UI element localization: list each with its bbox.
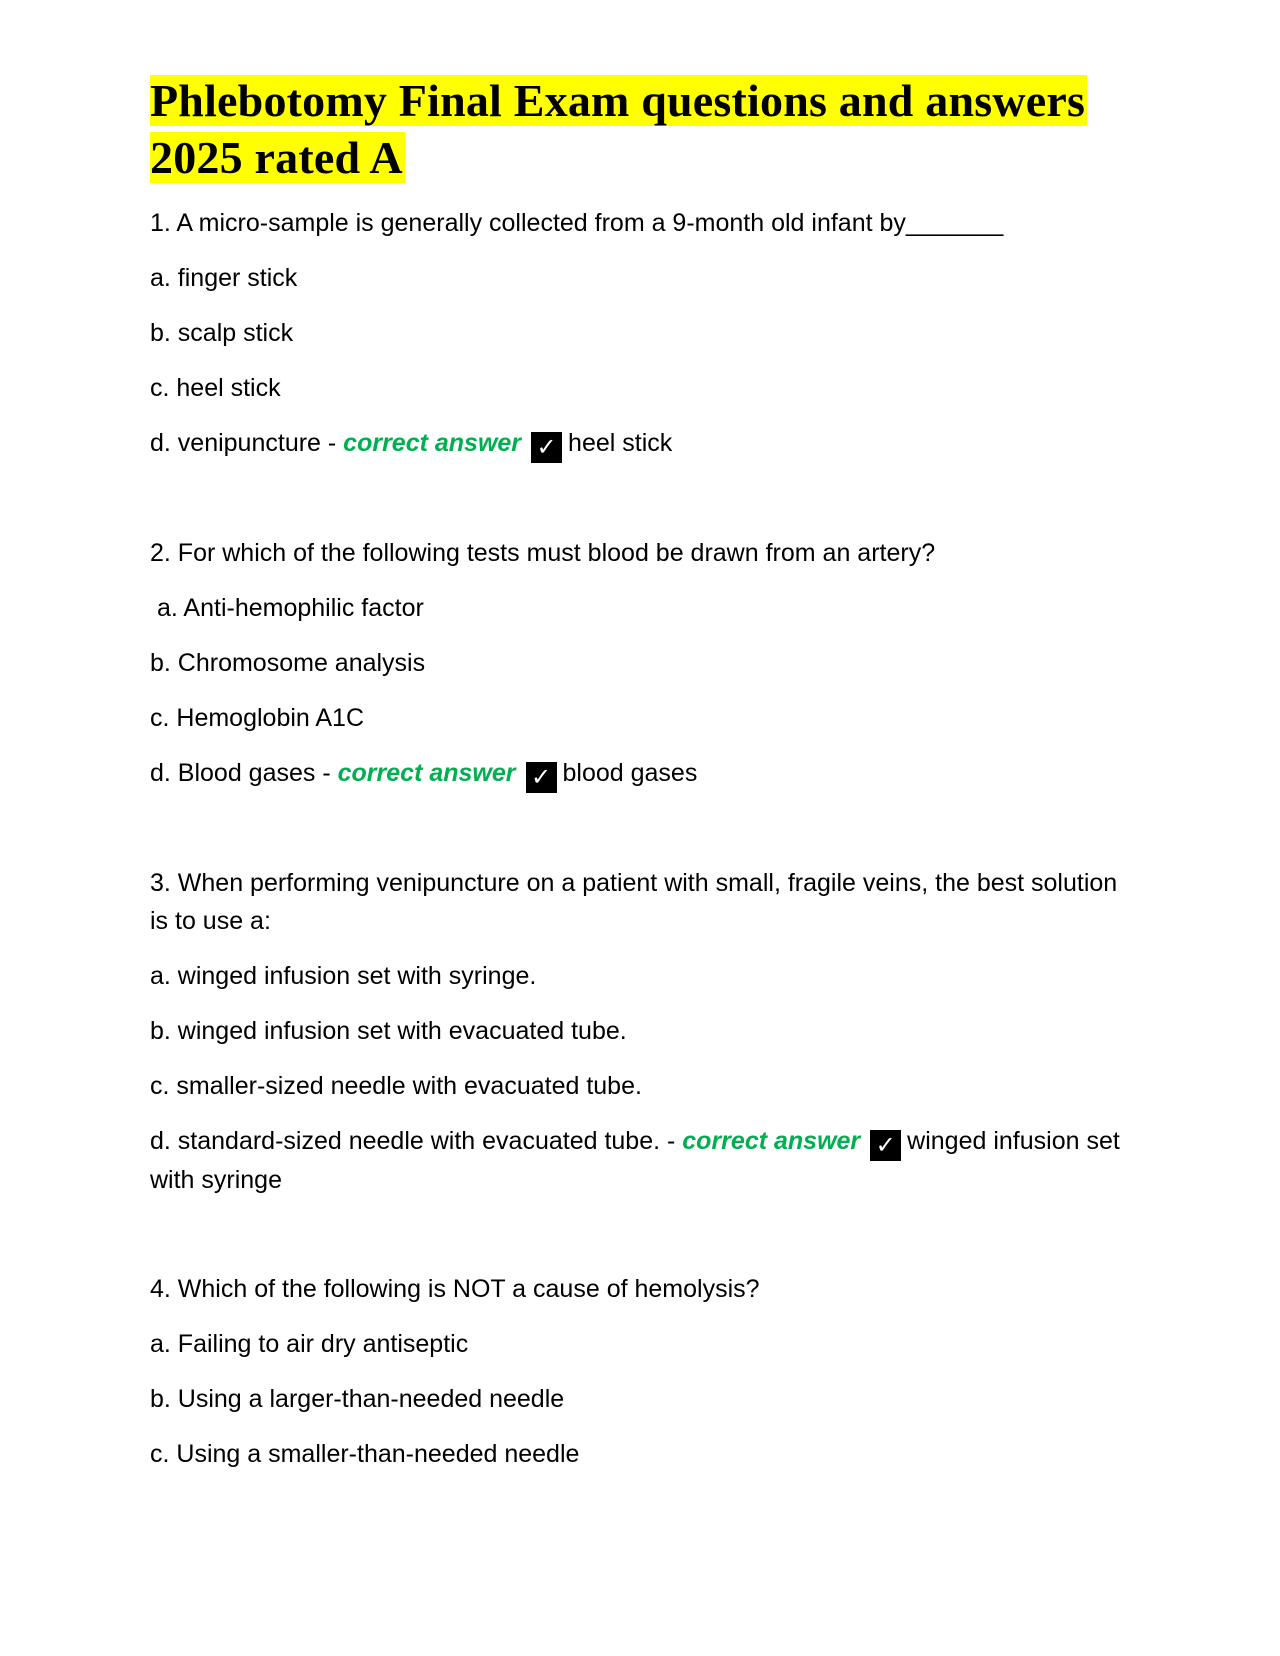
option-a: a. Anti-hemophilic factor bbox=[157, 594, 424, 622]
option-d: d. standard-sized needle with evacuated tube. - bbox=[150, 1127, 683, 1155]
option-c: c. smaller-sized needle with evacuated tube. bbox=[150, 1072, 642, 1100]
answer-text: heel stick bbox=[568, 429, 673, 457]
option-d-with-answer bbox=[150, 754, 1140, 793]
option-b: b. winged infusion set with evacuated tube. bbox=[150, 1017, 627, 1045]
answer-text: blood gases bbox=[562, 759, 698, 787]
check-icon: ✓ bbox=[870, 1130, 901, 1161]
option-d-with-answer bbox=[150, 1122, 1140, 1199]
option-b: b. scalp stick bbox=[150, 319, 294, 347]
document-page bbox=[150, 72, 1140, 1490]
question-4 bbox=[150, 1270, 1140, 1473]
question-stem: 3. When performing venipuncture on a patient with small, fragile veins, the best solution is to use a: bbox=[150, 869, 1118, 935]
option-a: a. finger stick bbox=[150, 264, 298, 292]
question-3 bbox=[150, 864, 1140, 1199]
option-a: a. winged infusion set with syringe. bbox=[150, 962, 537, 990]
correct-answer-label: correct answer bbox=[343, 429, 522, 457]
question-stem: 1. A micro-sample is generally collected from a 9-month old infant by_______ bbox=[150, 209, 1004, 237]
answer-text: winged infusion set with syringe bbox=[150, 1127, 1120, 1194]
option-b: b. Chromosome analysis bbox=[150, 649, 426, 677]
option-d: d. Blood gases - bbox=[150, 759, 338, 787]
question-1 bbox=[150, 204, 1140, 463]
option-b: b. Using a larger-than-needed needle bbox=[150, 1385, 565, 1413]
option-d-with-answer bbox=[150, 424, 1140, 463]
check-icon: ✓ bbox=[526, 762, 557, 793]
check-icon: ✓ bbox=[531, 432, 562, 463]
document-title: Phlebotomy Final Exam questions and answers 2025 rated A bbox=[150, 75, 1086, 183]
option-c: c. Hemoglobin A1C bbox=[150, 704, 365, 732]
option-c: c. heel stick bbox=[150, 374, 281, 402]
option-c: c. Using a smaller-than-needed needle bbox=[150, 1440, 580, 1468]
option-d: d. venipuncture - bbox=[150, 429, 344, 457]
correct-answer-label: correct answer bbox=[682, 1127, 861, 1155]
question-2 bbox=[150, 534, 1140, 793]
correct-answer-label: correct answer bbox=[337, 759, 516, 787]
question-stem: 4. Which of the following is NOT a cause of hemolysis? bbox=[150, 1275, 760, 1303]
question-stem: 2. For which of the following tests must blood be drawn from an artery? bbox=[150, 539, 936, 567]
option-a: a. Failing to air dry antiseptic bbox=[150, 1330, 469, 1358]
